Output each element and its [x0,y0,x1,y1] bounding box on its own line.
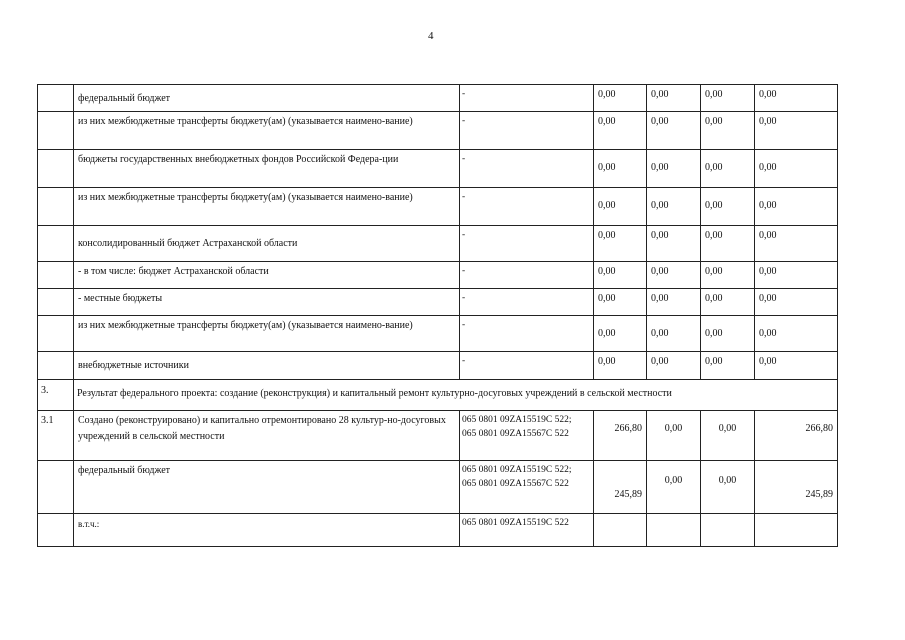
value-cell: 0,00 [700,352,754,379]
table-row [37,289,838,316]
value-cell: 0,00 [754,112,838,149]
value-cell: 0,00 [754,262,838,288]
value-cell: 0,00 [700,150,754,187]
table-row [37,262,838,289]
row-code [459,461,593,513]
row-code: - [459,150,593,187]
row-code: - [459,289,593,315]
value-cell: 0,00 [593,188,646,225]
row-code: 065 0801 09ZA15519C 522 [459,514,593,546]
value-cell: 0,00 [646,85,700,111]
value-cell: 0,00 [700,112,754,149]
table-row [37,461,838,514]
table-row [37,316,838,352]
table-row [37,352,838,380]
row-name: из них межбюджетные трансферты бюджету(ам) (указывается наимено-вание) [73,316,459,351]
row-code: - [459,226,593,261]
value-cell: 0,00 [593,316,646,351]
value-cell: 0,00 [646,289,700,315]
row-number [37,514,73,546]
table-row [37,226,838,262]
value-cell: 245,89 [593,461,646,513]
value-cell: 0,00 [646,226,700,261]
row-name: в.т.ч.: [73,514,459,546]
value-cell: 0,00 [593,352,646,379]
value-cell: 0,00 [646,411,700,460]
section-number: 3. [37,380,73,410]
value-cell: 0,00 [646,461,700,513]
value-cell: 0,00 [646,150,700,187]
value-cell: 0,00 [646,188,700,225]
table-row [37,150,838,188]
table-row [37,411,838,461]
row-number [37,188,73,225]
value-cell: 0,00 [593,112,646,149]
row-code [459,411,593,460]
value-cell: 0,00 [593,289,646,315]
value-cell: 0,00 [754,188,838,225]
row-code-line: 065 0801 09ZA15519C 522; [462,465,572,475]
row-number [37,289,73,315]
value-cell: 0,00 [700,188,754,225]
value-cell: 0,00 [593,150,646,187]
row-name: федеральный бюджет [73,85,459,111]
value-cell: 0,00 [700,316,754,351]
row-name: Создано (реконструировано) и капитально отремонтировано 28 культур-но-досуговых учреждений в сельской местности [73,411,459,460]
row-number [37,352,73,379]
value-cell: 0,00 [754,352,838,379]
row-name: консолидированный бюджет Астраханской области [73,226,459,261]
table-row [37,112,838,150]
row-number [37,150,73,187]
row-code: - [459,112,593,149]
row-name: - местные бюджеты [73,289,459,315]
page-number: 4 [428,30,434,42]
value-cell: 0,00 [646,112,700,149]
value-cell [700,514,754,546]
row-number [37,112,73,149]
value-cell: 245,89 [754,461,838,513]
row-code-line: 065 0801 09ZA15567C 522 [462,429,569,439]
row-code: - [459,352,593,379]
value-cell: 0,00 [593,226,646,261]
value-cell: 0,00 [700,226,754,261]
row-name: бюджеты государственных внебюджетных фондов Российской Федера-ции [73,150,459,187]
row-number [37,461,73,513]
row-code-line: 065 0801 09ZA15567C 522 [462,479,569,489]
value-cell: 0,00 [700,411,754,460]
section-title: Результат федерального проекта: создание (реконструкция) и капитальный ремонт культурно-досуговых учреждений в сельской местности [73,380,838,410]
row-code: - [459,262,593,288]
value-cell [754,514,838,546]
value-cell: 0,00 [754,85,838,111]
value-cell: 0,00 [593,85,646,111]
value-cell: 0,00 [754,289,838,315]
value-cell: 0,00 [754,226,838,261]
value-cell [593,514,646,546]
row-code-line: 065 0801 09ZA15519C 522; [462,415,572,425]
row-number [37,316,73,351]
row-name: федеральный бюджет [73,461,459,513]
budget-table [37,84,838,547]
value-cell [646,514,700,546]
row-code: - [459,188,593,225]
row-number [37,262,73,288]
table-row [37,514,838,547]
value-cell: 266,80 [593,411,646,460]
row-code: - [459,85,593,111]
row-number: 3.1 [37,411,73,460]
value-cell: 0,00 [646,316,700,351]
value-cell: 0,00 [593,262,646,288]
row-name: внебюджетные источники [73,352,459,379]
table-row [37,188,838,226]
row-name: из них межбюджетные трансферты бюджету(ам) (указывается наимено-вание) [73,188,459,225]
row-code: - [459,316,593,351]
value-cell: 0,00 [700,461,754,513]
table-row [37,84,838,112]
value-cell: 0,00 [700,85,754,111]
value-cell: 0,00 [700,289,754,315]
row-name: из них межбюджетные трансферты бюджету(ам) (указывается наимено-вание) [73,112,459,149]
row-number [37,226,73,261]
row-name: - в том числе: бюджет Астраханской области [73,262,459,288]
value-cell: 0,00 [646,352,700,379]
value-cell: 0,00 [700,262,754,288]
value-cell: 0,00 [646,262,700,288]
section-row [37,380,838,411]
row-number [37,85,73,111]
value-cell: 266,80 [754,411,838,460]
value-cell: 0,00 [754,316,838,351]
value-cell: 0,00 [754,150,838,187]
